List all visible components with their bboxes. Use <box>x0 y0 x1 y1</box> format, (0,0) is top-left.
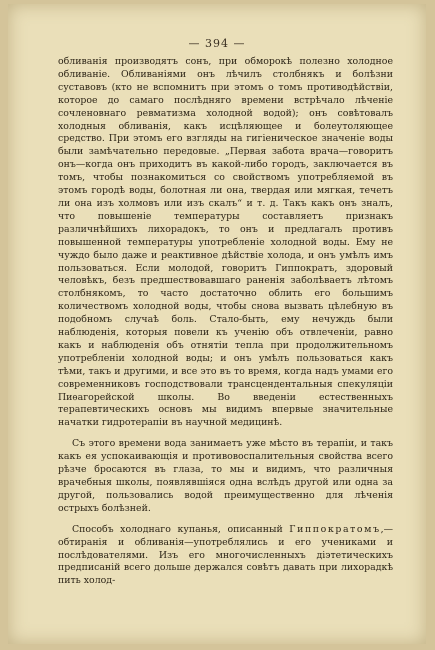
paragraph-3 <box>58 524 393 589</box>
author-name-emphasis: Гиппократомъ <box>289 523 381 535</box>
page-number: — 394 — <box>188 37 246 50</box>
paragraph-1: обливанія производятъ сонъ, при обморокѣ полезно холодное обливаніе. Обливаніями онъ лѣчилъ столбнякъ и болѣзни суставовъ (кто не вспомнитъ при этомъ о томъ противодѣйствіи, которое до самаго послѣдняго времени встрѣчало лѣченіе сочленовнаго ревматизма холодной водой); онъ совѣтовалъ холодныя обливанія, какъ исцѣляющее и болеутоляющее средство. При этомъ его взгляды на гигіеническое значеніе воды были замѣчательно передовые. „Первая забота врача—говоритъ онъ—когда онъ приходитъ въ какой-либо городъ, заключается въ томъ, чтобы познакомиться со свойствомъ употребляемой въ этомъ городѣ воды, болотная ли она, твердая или мягкая, течетъ ли она изъ холмовъ или изъ скалъ“ и т. д. Такъ какъ онъ зналъ, что повышеніе температуры составляетъ признакъ различнѣйшихъ лихорадокъ, то онъ и предлагалъ противъ повышенной температуры употребленіе холодной воды. Ему не чуждо было даже и реактивное дѣйствіе холода, и онъ умѣлъ имъ пользоваться. Если молодой, говоритъ Гиппократъ, здоровый человѣкъ, безъ предшествовавшаго раненія заболѣваетъ лѣтомъ столбнякомъ, то часто достаточно облить его большимъ количествомъ холодной воды, чтобы снова вызвать цѣлебную въ подобномъ случаѣ боль. Стало-быть, ему нечуждь были наблюденія, которыя повели къ ученію объ отвлеченіи, равно какъ и наблюденія объ отнятіи тепла при продолжительномъ употребленіи холодной воды; и онъ умѣлъ пользоваться какъ тѣми, такъ и другими, и все это въ то время, когда надъ умами его современниковъ господствовали трансцендентальныя спекуляціи Пиѳагорейской школы. Во введеніи естественныхъ терапевтическихъ основъ мы видимъ впервые значительные начатки гидротерапіи въ научной медицинѣ. <box>58 56 393 429</box>
book-page <box>8 4 426 644</box>
paragraph-3-end: ,—обтиранія и обливанія—употреблялись и его учениками и послѣдователями. Изъ его многочисленныхъ діэтетическихъ предписаній всего дольше держался совѣтъ давать при лихорадкѣ пить холод- <box>58 523 393 587</box>
body-text <box>58 56 393 588</box>
paragraph-2: Съ этого времени вода занимаетъ уже мѣсто въ терапіи, и такъ какъ ея успокаивающія и противовоспалительныя свойства всего рѣзче бросаются въ глаза, то мы и видимъ, что различныя врачебныя школы, появлявшіяся одна вслѣдъ другой или одна за другой, пользовались водой преимущественно для лѣченія острыхъ болѣзней. <box>58 438 393 514</box>
paragraph-3-start: Способъ холоднаго купанья, описанный <box>72 523 290 535</box>
